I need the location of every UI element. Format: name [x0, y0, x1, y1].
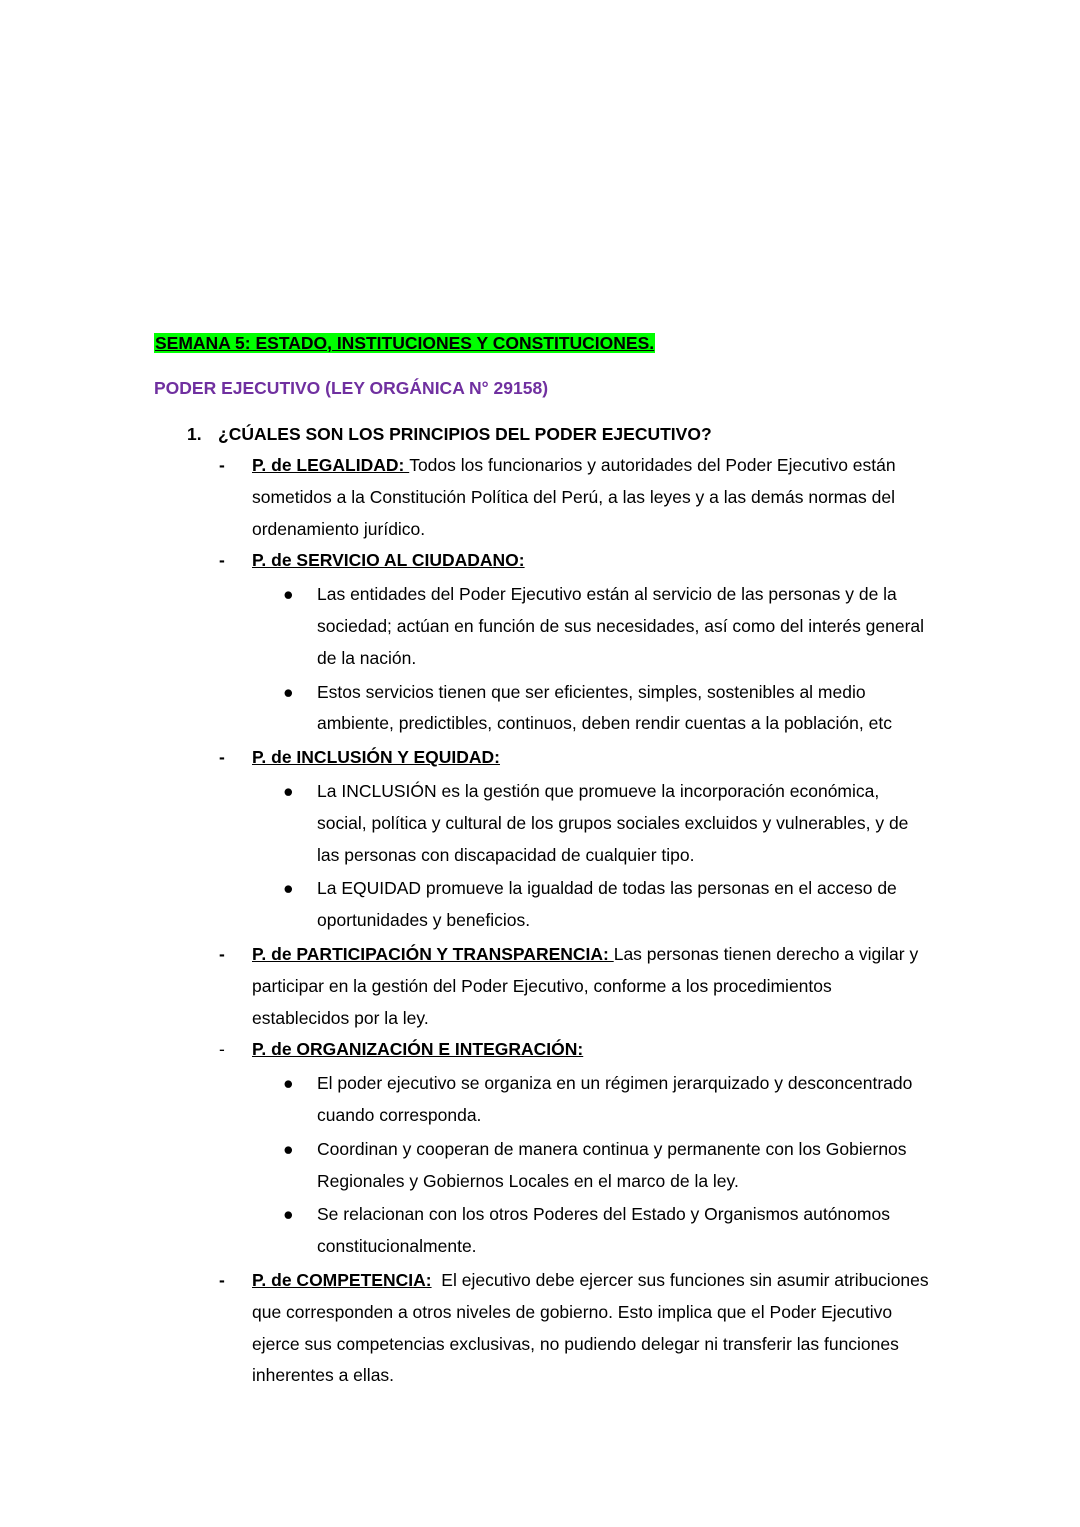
bullet-list	[0, 776, 1080, 937]
question-heading	[187, 422, 712, 446]
principle-name: P. de INCLUSIÓN Y EQUIDAD:	[252, 747, 500, 768]
bullet-text: La EQUIDAD promueve la igualdad de todas las personas en el acceso de oportunidades y beneficios.	[317, 878, 897, 931]
bullet-marker: ●	[283, 780, 294, 801]
dash-marker: -	[219, 943, 225, 964]
bullet-marker: ●	[283, 878, 294, 899]
bullet-marker: ●	[283, 1138, 294, 1159]
dash-marker: -	[219, 550, 225, 571]
list-item	[0, 1068, 1080, 1132]
principle-name: P. de PARTICIPACIÓN Y TRANSPARENCIA:	[252, 943, 614, 964]
list-item	[0, 873, 1080, 937]
list-item	[0, 1199, 1080, 1263]
principle-name: P. de LEGALIDAD:	[252, 455, 410, 475]
bullet-list	[0, 579, 1080, 740]
bullet-text: Se relacionan con los otros Poderes del Estado y Organismos autónomos constitucionalmente.	[317, 1204, 890, 1257]
principle-name: P. de ORGANIZACIÓN E INTEGRACIÓN:	[252, 1039, 584, 1060]
principle-competencia	[0, 1265, 1080, 1392]
list-item	[0, 677, 1080, 741]
bullet-text: El poder ejecutivo se organiza en un régimen jerarquizado y desconcentrado cuando corresponda.	[317, 1073, 913, 1125]
principle-legalidad	[0, 450, 1080, 545]
principle-inclusion-y-equidad	[0, 742, 1080, 774]
dash-marker: -	[219, 747, 225, 768]
list-item	[0, 776, 1080, 871]
principle-servicio-al-ciudadano	[0, 545, 1080, 577]
question-text: ¿CÚALES SON LOS PRINCIPIOS DEL PODER EJECUTIVO?	[218, 424, 712, 444]
list-item	[0, 579, 1080, 674]
bullet-marker: ●	[283, 584, 294, 605]
dash-marker: -	[219, 1269, 225, 1290]
bullet-marker: ●	[283, 1073, 294, 1094]
dash-marker: -	[219, 1039, 225, 1060]
bullet-list	[0, 1068, 1080, 1263]
list-item	[0, 1134, 1080, 1198]
principle-organizacion-e-integracion	[0, 1034, 1080, 1066]
section-title: PODER EJECUTIVO (LEY ORGÁNICA N° 29158)	[154, 378, 549, 398]
principle-text: Todos los funcionarios y autoridades del Poder Ejecutivo están sometidos a la Constitución Política del Perú, a las leyes y a las demás normas del ordenamiento jurídico.	[252, 455, 896, 539]
principle-name: P. de SERVICIO AL CIUDADANO:	[252, 550, 525, 571]
bullet-text: Coordinan y cooperan de manera continua y permanente con los Gobiernos Regionales y Gobiernos Locales en el marco de la ley.	[317, 1138, 907, 1191]
bullet-marker: ●	[283, 681, 294, 702]
question-number: 1.	[187, 424, 202, 444]
principle-name: P. de COMPETENCIA:	[252, 1269, 432, 1290]
bullet-text: Estos servicios tienen que ser eficientes, simples, sostenibles al medio ambiente, predictibles, continuos, deben rendir cuentas a la población, etc	[317, 681, 892, 734]
principle-participacion-y-transparencia	[0, 939, 1080, 1034]
principle-text: Las personas tienen derecho a vigilar y participar en la gestión del Poder Ejecutivo, conforme a los procedimientos establecidos por la ley.	[252, 943, 919, 1028]
principles-list	[0, 450, 1080, 1392]
bullet-marker: ●	[283, 1204, 294, 1225]
week-title	[154, 331, 655, 355]
week-title-text: SEMANA 5: ESTADO, INSTITUCIONES Y CONSTITUCIONES.	[155, 333, 655, 353]
principle-text: El ejecutivo debe ejercer sus funciones sin asumir atribuciones que corresponden a otros niveles de gobierno. Esto implica que el Poder Ejecutivo ejerce sus competencias exclusivas, no pudiendo delegar ni transferir las funciones inherentes a ellas.	[252, 1269, 934, 1386]
dash-marker: -	[219, 455, 225, 475]
bullet-text: La INCLUSIÓN es la gestión que promueve la incorporación económica, social, política y cultural de los grupos sociales excluidos y vulnerables, y de las personas con discapacidad de cualquier tipo.	[317, 780, 909, 865]
bullet-text: Las entidades del Poder Ejecutivo están al servicio de las personas y de la sociedad; actúan en función de sus necesidades, así como del interés general de la nación.	[317, 584, 925, 668]
